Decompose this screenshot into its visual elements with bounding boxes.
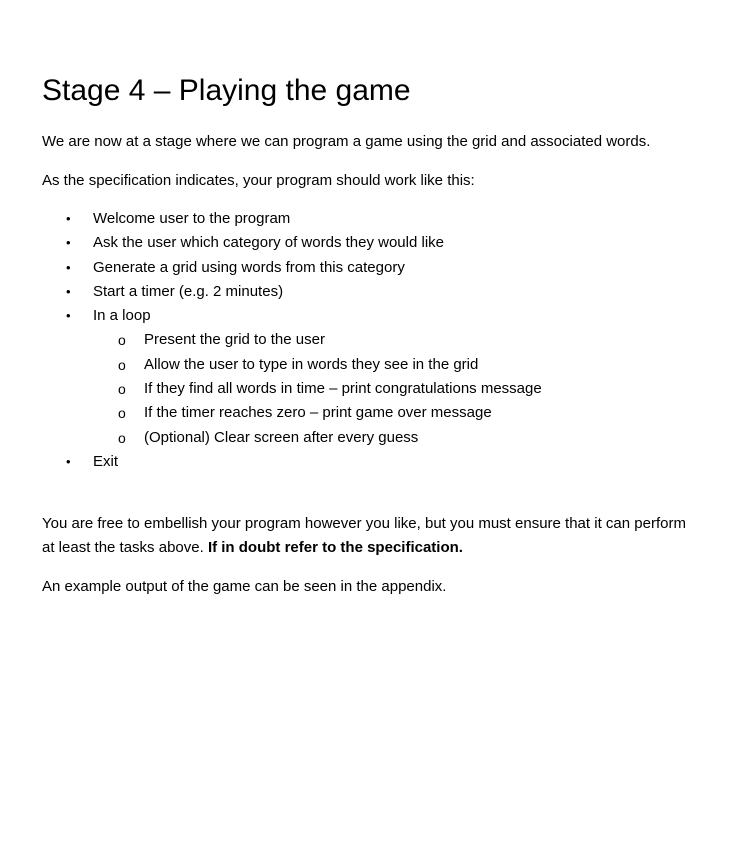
- page-title: Stage 4 – Playing the game: [42, 74, 411, 107]
- bullet-icon: •: [66, 259, 71, 275]
- embellish-text: You are free to embellish your program however you like, but you must ensure that it can perform at least the tasks above.: [42, 515, 686, 556]
- bullet-icon: •: [66, 283, 71, 299]
- list-item-text: Generate a grid using words from this category: [93, 258, 405, 276]
- bullet-icon: •: [66, 308, 71, 324]
- bullet-icon: •: [66, 453, 71, 469]
- sub-list-item-text: (Optional) Clear screen after every guess: [144, 428, 419, 446]
- list-item-text: Exit: [93, 452, 119, 470]
- bullet-icon: •: [66, 235, 71, 251]
- list-item-text: In a loop: [93, 307, 151, 325]
- bullet-icon: •: [66, 211, 71, 226]
- embellish-bold-text: If in doubt refer to the specification.: [207, 539, 463, 556]
- embellish-paragraph: [42, 512, 697, 560]
- appendix-note: An example output of the game can be seen in the appendix.: [42, 578, 447, 595]
- circle-bullet-icon: o: [118, 332, 126, 349]
- circle-bullet-icon: o: [118, 381, 126, 398]
- circle-bullet-icon: o: [118, 405, 126, 422]
- list-item-text: Ask the user which category of words they would like: [93, 234, 444, 252]
- list-item-text: Start a timer (e.g. 2 minutes): [93, 282, 284, 300]
- sub-list-item-text: Allow the user to type in words they see in the grid: [144, 355, 479, 373]
- circle-bullet-icon: o: [118, 429, 126, 446]
- list-item-text: Welcome user to the program: [93, 210, 291, 227]
- sub-list-item-text: If they find all words in time – print congratulations message: [144, 380, 542, 398]
- sub-list-item-text: Present the grid to the user: [144, 331, 325, 349]
- sub-list-item-text: If the timer reaches zero – print game over message: [144, 404, 492, 422]
- circle-bullet-icon: o: [118, 356, 126, 373]
- spec-lead-paragraph: As the specification indicates, your program should work like this:: [42, 172, 475, 189]
- intro-paragraph: We are now at a stage where we can program a game using the grid and associated words.: [42, 133, 651, 150]
